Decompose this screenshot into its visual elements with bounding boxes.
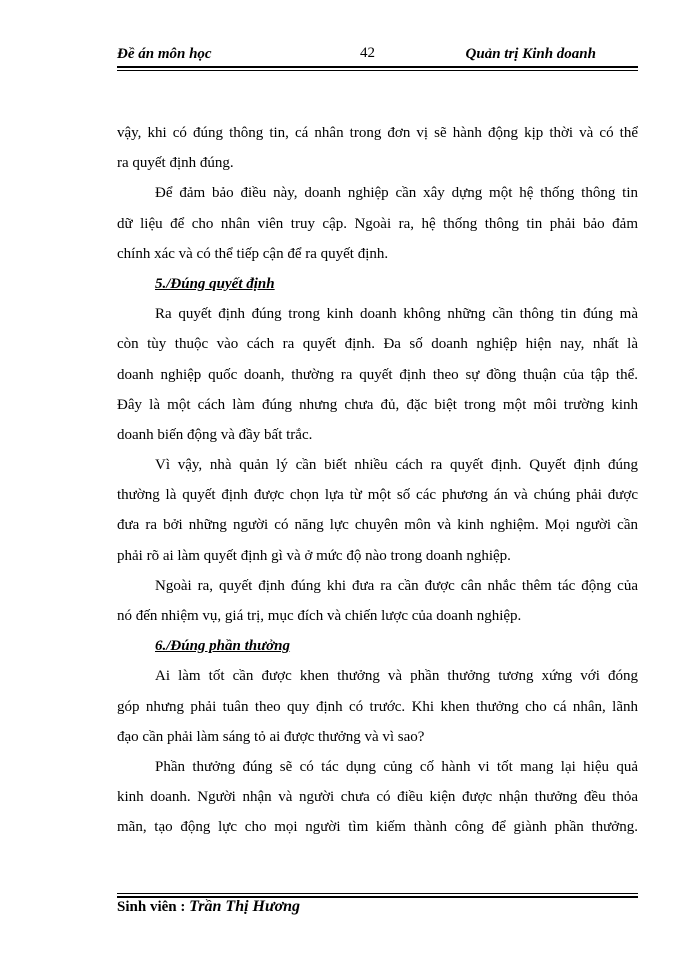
header-subject: Quản trị Kinh doanh — [465, 46, 596, 62]
header-rule-thin — [117, 70, 638, 71]
body-line: đạo cần phải làm sáng tỏ ai được thưởng và vì sao? — [117, 728, 425, 745]
section-heading: 6./Đúng phần thưởng — [155, 638, 291, 655]
footer-student-name: Trần Thị Hương — [189, 898, 301, 915]
footer-student-label: Sinh viên : — [117, 899, 186, 915]
body-line: mãn, tạo động lực cho mọi người tìm kiếm thành công để giành phần thưởng. — [117, 819, 638, 836]
footer-rule-thin — [117, 893, 638, 894]
body-line: ra quyết định đúng. — [117, 155, 234, 172]
body-line: doanh biến động và đầy bất trắc. — [117, 426, 313, 443]
body-line: Để đảm bảo điều này, doanh nghiệp cần xây dựng một hệ thống thông tin — [155, 185, 638, 202]
page-header — [117, 44, 638, 66]
body-line: góp nhưng phải tuân theo quy định có trước. Khi khen thưởng cho cá nhân, lãnh — [117, 698, 638, 715]
section-heading: 5./Đúng quyết định — [155, 275, 275, 292]
body-line: Ngoài ra, quyết định đúng khi đưa ra cần được cân nhắc thêm tác động của — [155, 577, 638, 594]
body-text — [117, 118, 638, 843]
body-line: phải rõ ai làm quyết định gì và ở mức độ nào trong doanh nghiệp. — [117, 547, 511, 564]
body-line: Đây là một cách làm đúng nhưng chưa đủ, đặc biệt trong một môi trường kinh — [117, 396, 638, 413]
body-line: chính xác và có thể tiếp cận để ra quyết định. — [117, 245, 389, 262]
body-line: thường là quyết định được chọn lựa từ một số các phương án và chúng phải được — [117, 487, 638, 504]
page-number: 42 — [360, 45, 375, 61]
body-line: Vì vậy, nhà quản lý cần biết nhiều cách ra quyết định. Quyết định đúng — [155, 457, 638, 474]
body-line: Ra quyết định đúng trong kinh doanh không những cần thông tin đúng mà — [155, 306, 638, 323]
body-line: Phần thưởng đúng sẽ có tác dụng củng cố hành vi tốt mang lại hiệu quả — [155, 758, 638, 775]
body-line: Ai làm tốt cần được khen thưởng và phần thưởng tương xứng với đóng — [155, 668, 638, 685]
header-rule-thick — [117, 66, 638, 68]
page-footer — [117, 898, 300, 916]
body-line: dữ liệu để cho nhân viên truy cập. Ngoài ra, hệ thống thông tin phải bảo đảm — [117, 215, 638, 232]
body-line: đưa ra bởi những người có năng lực chuyên môn và kinh nghiệm. Mọi người cần — [117, 517, 638, 534]
body-line: còn tùy thuộc vào cách ra quyết định. Đa số doanh nghiệp hiện nay, nhất là — [117, 336, 638, 353]
body-line: nó đến nhiệm vụ, giá trị, mục đích và chiến lược của doanh nghiệp. — [117, 608, 522, 624]
header-course-title: Đề án môn học — [117, 46, 212, 62]
body-line: doanh nghiệp quốc doanh, thường ra quyết định theo sự đồng thuận của tập thể. — [117, 366, 638, 383]
body-line: kinh doanh. Người nhận và người chưa có điều kiện được nhận thưởng đều thỏa — [117, 789, 638, 806]
body-line: vậy, khi có đúng thông tin, cá nhân trong đơn vị sẽ hành động kịp thời và có thể — [117, 125, 638, 141]
